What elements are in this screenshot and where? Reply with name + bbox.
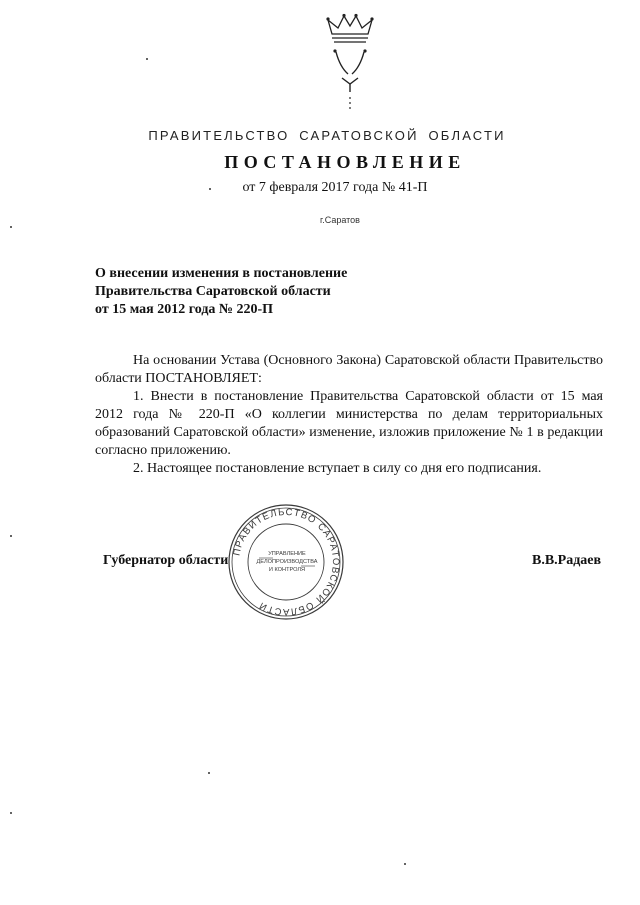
scan-speck xyxy=(10,226,12,228)
body-paragraph: 1. Внести в постановление Правительства Саратовской области от 15 мая 2012 года № 220-П «О коллегии министерства по делам территориальных образований Саратовской области» изменение, изложив приложение № 1 в редакции согласно приложению. xyxy=(95,389,603,458)
scan-speck xyxy=(10,535,12,537)
document-date-number: от 7 февраля 2017 года № 41-П xyxy=(242,180,428,195)
scan-speck xyxy=(208,772,210,774)
svg-text:УПРАВЛЕНИЕ: УПРАВЛЕНИЕ xyxy=(268,551,306,557)
scan-speck xyxy=(146,58,148,60)
document-body xyxy=(95,352,603,478)
scan-speck xyxy=(404,863,406,865)
scan-speck xyxy=(209,188,211,190)
svg-text:ДЕЛОПРОИЗВОДСТВА: ДЕЛОПРОИЗВОДСТВА xyxy=(256,559,318,565)
body-paragraph: 2. Настоящее постановление вступает в силу со дня его подписания. xyxy=(133,461,542,476)
signature-name: В.В.Радаев xyxy=(532,553,602,568)
body-paragraph: На основании Устава (Основного Закона) Саратовской области Правительство области ПОСТАНОВЛЯЕТ: xyxy=(95,353,603,386)
scan-speck xyxy=(10,812,12,814)
document-subject xyxy=(95,265,415,319)
subject-line: О внесении изменения в постановление xyxy=(95,266,348,281)
official-stamp xyxy=(227,503,345,621)
subject-line: от 15 мая 2012 года № 220-П xyxy=(95,302,274,317)
document-city: г.Саратов xyxy=(320,215,360,225)
svg-text:ПРАВИТЕЛЬСТВО САРАТОВСКОЙ ОБЛА: ПРАВИТЕЛЬСТВО САРАТОВСКОЙ ОБЛАСТИ xyxy=(231,506,342,618)
coat-of-arms-icon xyxy=(318,12,382,112)
government-title: ПРАВИТЕЛЬСТВО САРАТОВСКОЙ ОБЛАСТИ xyxy=(148,128,506,143)
subject-line: Правительства Саратовской области xyxy=(95,284,331,299)
signature-position: Губернатор области xyxy=(103,553,229,568)
document-type: ПОСТАНОВЛЕНИЕ xyxy=(224,152,466,172)
svg-text:И КОНТРОЛЯ: И КОНТРОЛЯ xyxy=(268,567,306,573)
